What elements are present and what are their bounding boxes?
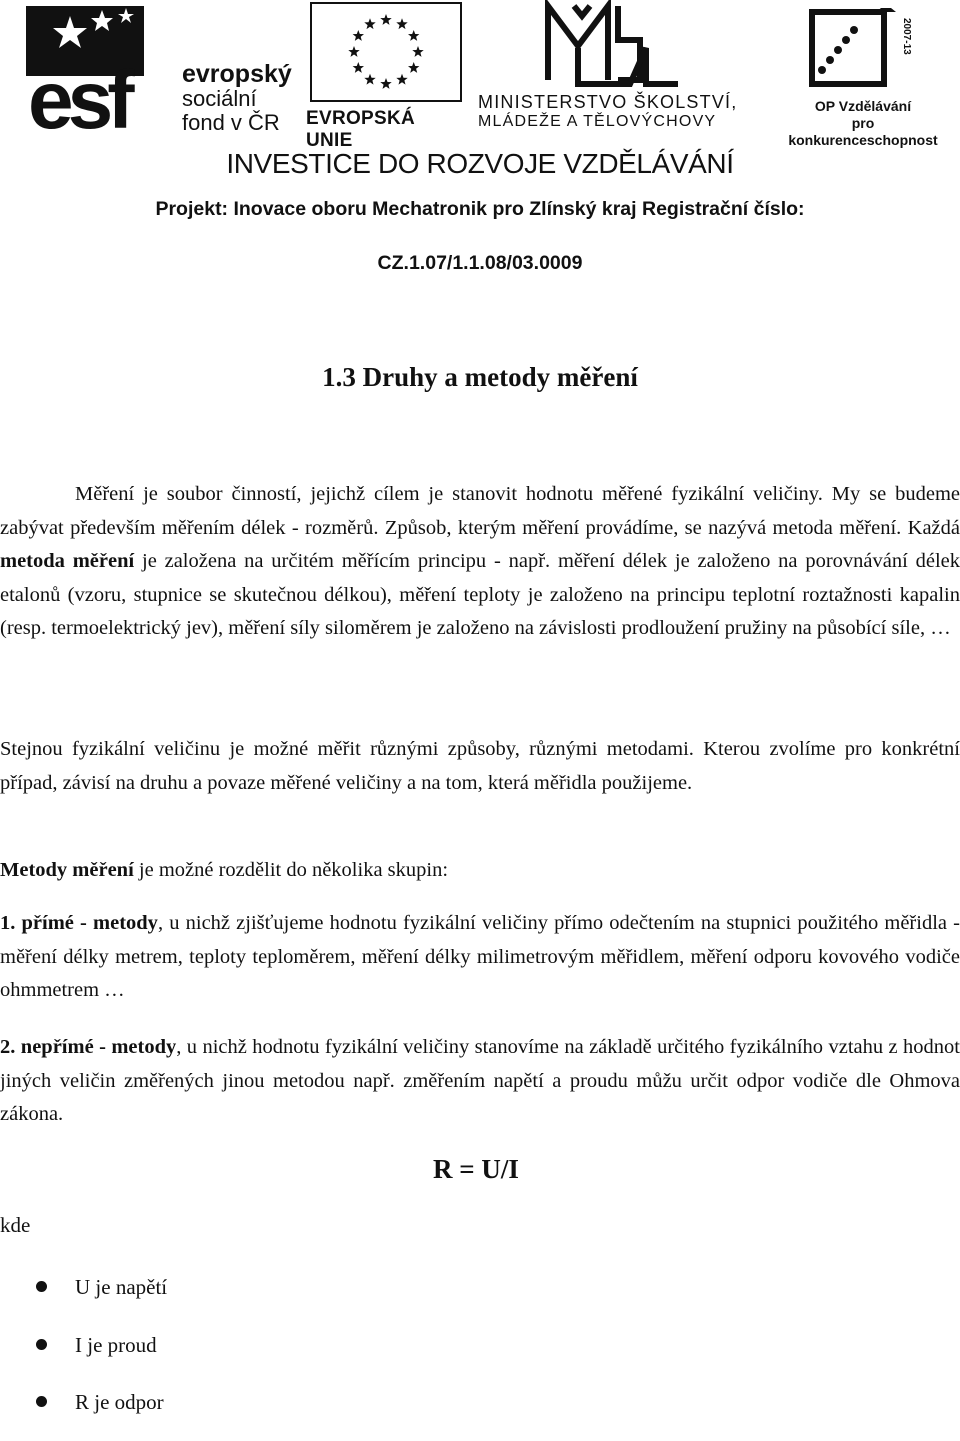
eu-star-icon: [364, 18, 375, 29]
esf-mark-icon: [26, 6, 186, 134]
paragraph-groups: [0, 854, 960, 888]
eu-star-icon: [396, 74, 407, 85]
svg-text:2007-13: 2007-13: [901, 18, 912, 55]
registration-number: CZ.1.07/1.1.08/03.0009: [377, 252, 583, 274]
paragraph-intro-text-a: Měření je soubor činností, jejichž cílem je stanovit hodnotu měřené fyzikální veličiny. My se budeme zabývat především měřením délek - rozměrů. Způsob, kterým měření provádíme, se nazývá metoda měření. Každá: [0, 483, 960, 539]
list-item: [0, 1326, 167, 1384]
paragraph-direct-text: , u nichž zjišťujeme hodnotu fyzikální veličiny přímo odečtením na stupnici použitého měřidla - měření délky metrem, teploty teploměrem, měření délky milimetrovým měřidlem, měření odporu kovového vodiče ohmmetrem …: [0, 912, 960, 1001]
eu-star-icon: [364, 74, 375, 85]
list-item: [0, 1268, 167, 1326]
esf-text-line1: evropský: [182, 60, 292, 88]
list-item-label: U je napětí: [75, 1275, 168, 1299]
eu-star-icon: [408, 30, 419, 41]
msmt-text-line1: MINISTERSTVO ŠKOLSTVÍ,: [478, 92, 738, 112]
op-text: [788, 98, 938, 149]
eu-star-icon: [380, 14, 391, 25]
eu-star-icon: [396, 18, 407, 29]
paragraph-methods: Stejnou fyzikální veličinu je možné měřit různými způsoby, různými metodami. Kterou zvolíme pro konkrétní případ, závisí na druhu a povaze měřené veličiny a na tom, která měřidla použijeme.: [0, 738, 960, 794]
project-line: Projekt: Inovace oboru Mechatronik pro Zlínský kraj Registrační číslo:: [155, 198, 805, 220]
investice-heading: INVESTICE DO ROZVOJE VZDĚLÁVÁNÍ: [226, 148, 734, 179]
msmt-text-line2: MLÁDEŽE A TĚLOVÝCHOVY: [478, 113, 717, 130]
esf-text-line3: fond v ČR: [182, 110, 280, 135]
op-mark-icon: [788, 8, 938, 94]
eu-logo: [306, 0, 466, 151]
eu-star-icon: [353, 30, 364, 41]
paragraph-intro-text-b: je založena na určitém měřícím principu - např. měření délek je založeno na porovnávání délek etalonů (vzoru, stupnice se skutečnou délkou), měření teploty je založeno na principu teplotní roztažnosti kapalin (resp. termoelektrický jev), měření síly siloměrem je založeno na závislosti prodloužení pružiny na působící síle, …: [0, 550, 960, 639]
paragraph-indirect-text: , u nichž hodnotu fyzikální veličiny stanovíme na základě určitého fyzikálního vztahu z hodnot jiných veličin změřených jinou metodou např. změřením napětí a proudu můžu určit odpor vodiče dle Ohmova zákona.: [0, 1036, 960, 1125]
where-label: kde: [0, 1213, 31, 1237]
paragraph-groups-text: je možné rozdělit do několika skupin:: [133, 859, 449, 881]
paragraph-intro-bold: metoda měření: [0, 550, 135, 572]
variable-list: [0, 1268, 167, 1441]
msmt-text: [478, 92, 750, 132]
eu-star-icon: [348, 46, 359, 57]
op-logo: [788, 8, 938, 148]
list-item: [0, 1383, 167, 1441]
list-item-label: R je odpor: [75, 1390, 164, 1414]
paragraph-groups-bold: Metody měření: [0, 859, 134, 881]
esf-logo: [26, 6, 296, 134]
bullet-icon: [36, 1396, 47, 1407]
esf-text-line2: sociální: [182, 86, 257, 111]
op-text-line1: OP Vzdělávání: [814, 98, 912, 114]
bullet-icon: [36, 1339, 47, 1350]
paragraph-indirect-bold: 2. nepřímé - metody: [0, 1036, 177, 1058]
eu-star-icon: [380, 78, 391, 89]
msmt-logo: [478, 0, 750, 132]
op-text-line2: pro konkurenceschopnost: [788, 115, 938, 148]
bullet-icon: [36, 1281, 47, 1292]
paragraph-intro: [0, 478, 960, 646]
eu-star-icon: [408, 62, 419, 73]
eu-label: EVROPSKÁ UNIE: [306, 108, 416, 151]
list-item-label: I je proud: [75, 1332, 157, 1357]
ohm-formula: R = U/I: [433, 1154, 519, 1184]
paragraph-indirect: [0, 1031, 960, 1132]
msmt-mark-icon: [478, 0, 750, 90]
eu-star-icon: [412, 46, 423, 57]
eu-flag-icon: [310, 2, 462, 102]
paragraph-direct-bold: 1. přímé - metody: [0, 912, 158, 934]
eu-star-icon: [353, 62, 364, 73]
svg-text:esf: esf: [28, 55, 129, 134]
paragraph-direct: [0, 907, 960, 1008]
section-title: 1.3 Druhy a metody měření: [322, 362, 638, 392]
